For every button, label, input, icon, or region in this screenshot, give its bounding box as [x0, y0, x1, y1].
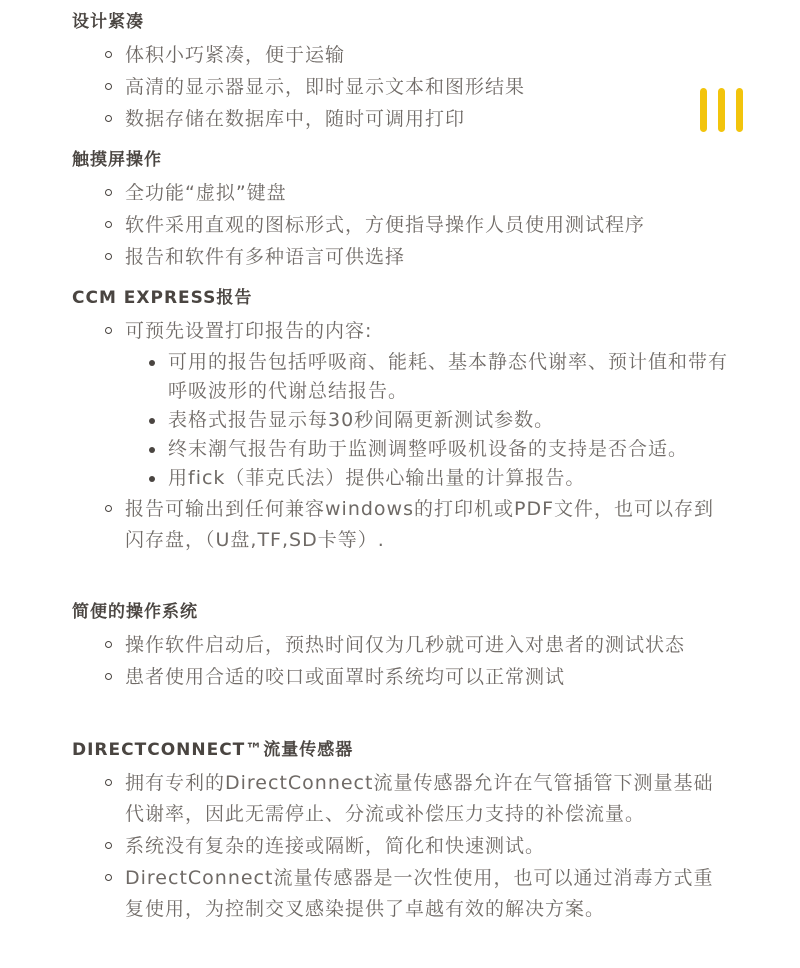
feature-list	[72, 178, 732, 273]
sub-list-item: 终末潮气报告有助于监测调整呼吸机设备的支持是否合适。	[125, 435, 732, 464]
list-item: 系统没有复杂的连接或隔断，简化和快速测试。	[72, 831, 732, 862]
circle-bullet-icon	[105, 83, 112, 90]
circle-bullet-icon	[105, 874, 112, 881]
section-title: CCM EXPRESS报告	[72, 288, 253, 308]
circle-bullet-icon	[105, 115, 112, 122]
dot-bullet-icon	[149, 360, 155, 366]
list-item: 报告可输出到任何兼容windows的打印机或PDF文件，也可以存到闪存盘，（U盘,TF,SD卡等）.	[72, 494, 732, 556]
section-directconnect-flow-sensor	[72, 738, 732, 926]
section-title: 触摸屏操作	[72, 150, 162, 170]
section-simple-operating-system	[72, 600, 732, 694]
circle-bullet-icon	[105, 673, 112, 680]
list-item: 报告和软件有多种语言可供选择	[72, 242, 732, 273]
list-item: 患者使用合适的咬口或面罩时系统均可以正常测试	[72, 662, 732, 693]
list-item: DirectConnect流量传感器是一次性使用，也可以通过消毒方式重复使用，为控制交叉感染提供了卓越有效的解决方案。	[72, 863, 732, 925]
list-item: 可预先设置打印报告的内容: 可用的报告包括呼吸商、能耗、基本静态代谢率、预计值和带有呼吸波形的代谢总结报告。 表格式报告显示每30秒间隔更新测试参数。 终末潮气报告有助于监测调整呼吸机设备的支持是否合适。 用fick（菲克氏法）提供心输出量的计算报告。	[72, 316, 732, 493]
feature-list	[72, 630, 732, 693]
list-item: 高清的显示器显示，即时显示文本和图形结果	[72, 72, 732, 103]
circle-bullet-icon	[105, 641, 112, 648]
section-title: 简便的操作系统	[72, 602, 198, 622]
section-title: 设计紧凑	[72, 12, 144, 32]
circle-bullet-icon	[105, 842, 112, 849]
section-title: DIRECTCONNECT™流量传感器	[72, 740, 354, 760]
list-item: 软件采用直观的图标形式，方便指导操作人员使用测试程序	[72, 210, 732, 241]
circle-bullet-icon	[105, 505, 112, 512]
dot-bullet-icon	[149, 418, 155, 424]
circle-bullet-icon	[105, 327, 112, 334]
section-compact-design	[72, 10, 732, 136]
sub-list-item: 用fick（菲克氏法）提供心输出量的计算报告。	[125, 464, 732, 493]
circle-bullet-icon	[105, 189, 112, 196]
circle-bullet-icon	[105, 221, 112, 228]
feature-list	[72, 40, 732, 135]
list-item: 操作软件启动后，预热时间仅为几秒就可进入对患者的测试状态	[72, 630, 732, 661]
circle-bullet-icon	[105, 253, 112, 260]
sub-list-item: 可用的报告包括呼吸商、能耗、基本静态代谢率、预计值和带有呼吸波形的代谢总结报告。	[125, 348, 732, 406]
circle-bullet-icon	[105, 51, 112, 58]
feature-list	[72, 768, 732, 925]
section-touchscreen	[72, 148, 732, 274]
feature-list	[72, 316, 732, 556]
sub-list	[125, 348, 732, 493]
section-ccm-express-report	[72, 286, 732, 557]
dot-bullet-icon	[149, 476, 155, 482]
list-item: 全功能“虚拟”键盘	[72, 178, 732, 209]
dot-bullet-icon	[149, 447, 155, 453]
sub-list-item: 表格式报告显示每30秒间隔更新测试参数。	[125, 406, 732, 435]
circle-bullet-icon	[105, 779, 112, 786]
list-item: 拥有专利的DirectConnect流量传感器允许在气管插管下测量基础代谢率，因此无需停止、分流或补偿压力支持的补偿流量。	[72, 768, 732, 830]
list-item: 体积小巧紧凑，便于运输	[72, 40, 732, 71]
list-item: 数据存储在数据库中，随时可调用打印	[72, 104, 732, 135]
